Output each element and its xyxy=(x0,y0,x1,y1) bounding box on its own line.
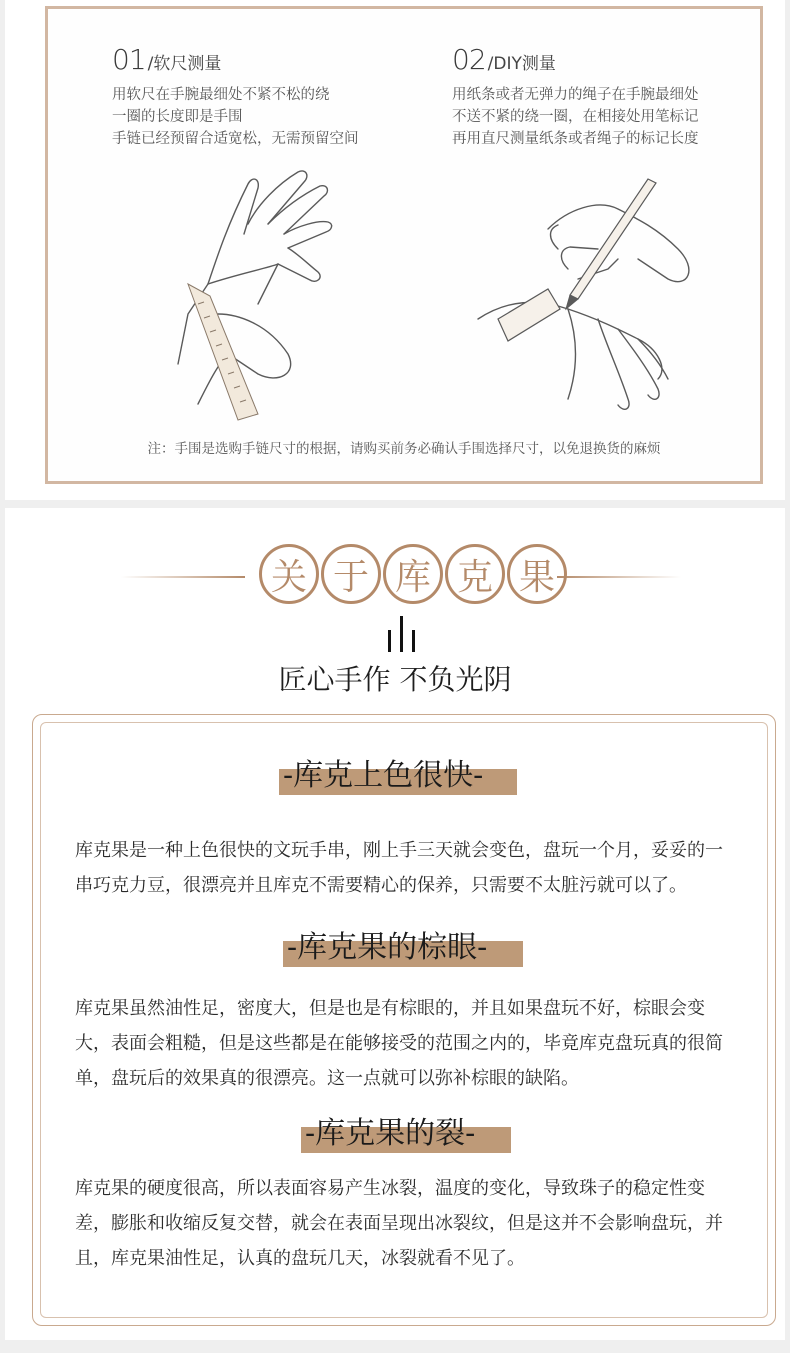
section-title-text: -库克果的棕眼- xyxy=(287,930,488,965)
section-title-color xyxy=(279,757,517,795)
heading-char: 关 xyxy=(259,544,319,604)
step-number: 01 xyxy=(112,43,146,76)
heading-circles xyxy=(259,544,569,604)
diy-pen-illustration xyxy=(448,169,748,429)
content-frame xyxy=(32,714,776,1326)
heading-divider-left xyxy=(121,576,245,578)
tagline: 匠心手作 不负光阴 xyxy=(278,663,512,696)
measurement-frame xyxy=(45,6,763,484)
section-paragraph: 库克果虽然油性足，密度大，但是也是有棕眼的，并且如果盘玩不好，棕眼会变大，表面会粗糙，但是这些都是在能够接受的范围之内的，毕竟库克盘玩真的很简单，盘玩后的效果真的很漂亮。这一点就可以弥补棕眼的缺陷。 xyxy=(75,998,723,1089)
section-title-eyes xyxy=(283,929,523,967)
bars-ornament-icon xyxy=(385,616,419,652)
step-name: /DIY测量 xyxy=(487,54,556,74)
about-panel xyxy=(5,508,785,1340)
measurement-note: 注：手围是选购手链尺寸的根据，请购买前务必确认手围选择尺寸，以免退换货的麻烦 xyxy=(147,441,661,457)
heading-char: 库 xyxy=(383,544,443,604)
hand-tape-measure-illustration xyxy=(148,164,388,424)
section-title-text: -库克果的裂- xyxy=(305,1116,476,1151)
section-paragraph: 库克果的硬度很高，所以表面容易产生冰裂，温度的变化，导致珠子的稳定性变差，膨胀和收缩反复交替，就会在表面呈现出冰裂纹，但是这并不会影响盘玩，并且，库克果油性足，认真的盘玩几天，冰裂就看不见了。 xyxy=(75,1178,723,1269)
section-paragraph: 库克果是一种上色很快的文玩手串，刚上手三天就会变色，盘玩一个月，妥妥的一串巧克力豆，很漂亮并且库克不需要精心的保养，只需要不太脏污就可以了。 xyxy=(75,840,723,896)
tape-strip xyxy=(188,284,258,420)
measurement-panel xyxy=(5,0,785,500)
section-title-text: -库克上色很快- xyxy=(283,758,484,793)
heading-char: 克 xyxy=(445,544,505,604)
step-title xyxy=(112,43,359,76)
about-heading xyxy=(5,544,785,608)
step-number: 02 xyxy=(452,43,486,76)
heading-char: 于 xyxy=(321,544,381,604)
step-soft-ruler xyxy=(112,43,359,150)
step-name: /软尺测量 xyxy=(147,54,222,74)
paper-strip xyxy=(498,289,560,341)
heading-divider-right xyxy=(557,576,681,578)
pen-shape xyxy=(566,179,656,309)
step-description: 用软尺在手腕最细处不紧不松的绕 一圈的长度即是手围 手链已经预留合适宽松，无需预留空间 xyxy=(112,87,359,147)
step-diy xyxy=(452,43,699,150)
section-title-crack xyxy=(301,1115,511,1153)
heading-char: 果 xyxy=(507,544,567,604)
step-description: 用纸条或者无弹力的绳子在手腕最细处 不送不紧的绕一圈，在相接处用笔标记 再用直尺测量纸条或者绳子的标记长度 xyxy=(452,87,699,147)
step-title xyxy=(452,43,699,76)
